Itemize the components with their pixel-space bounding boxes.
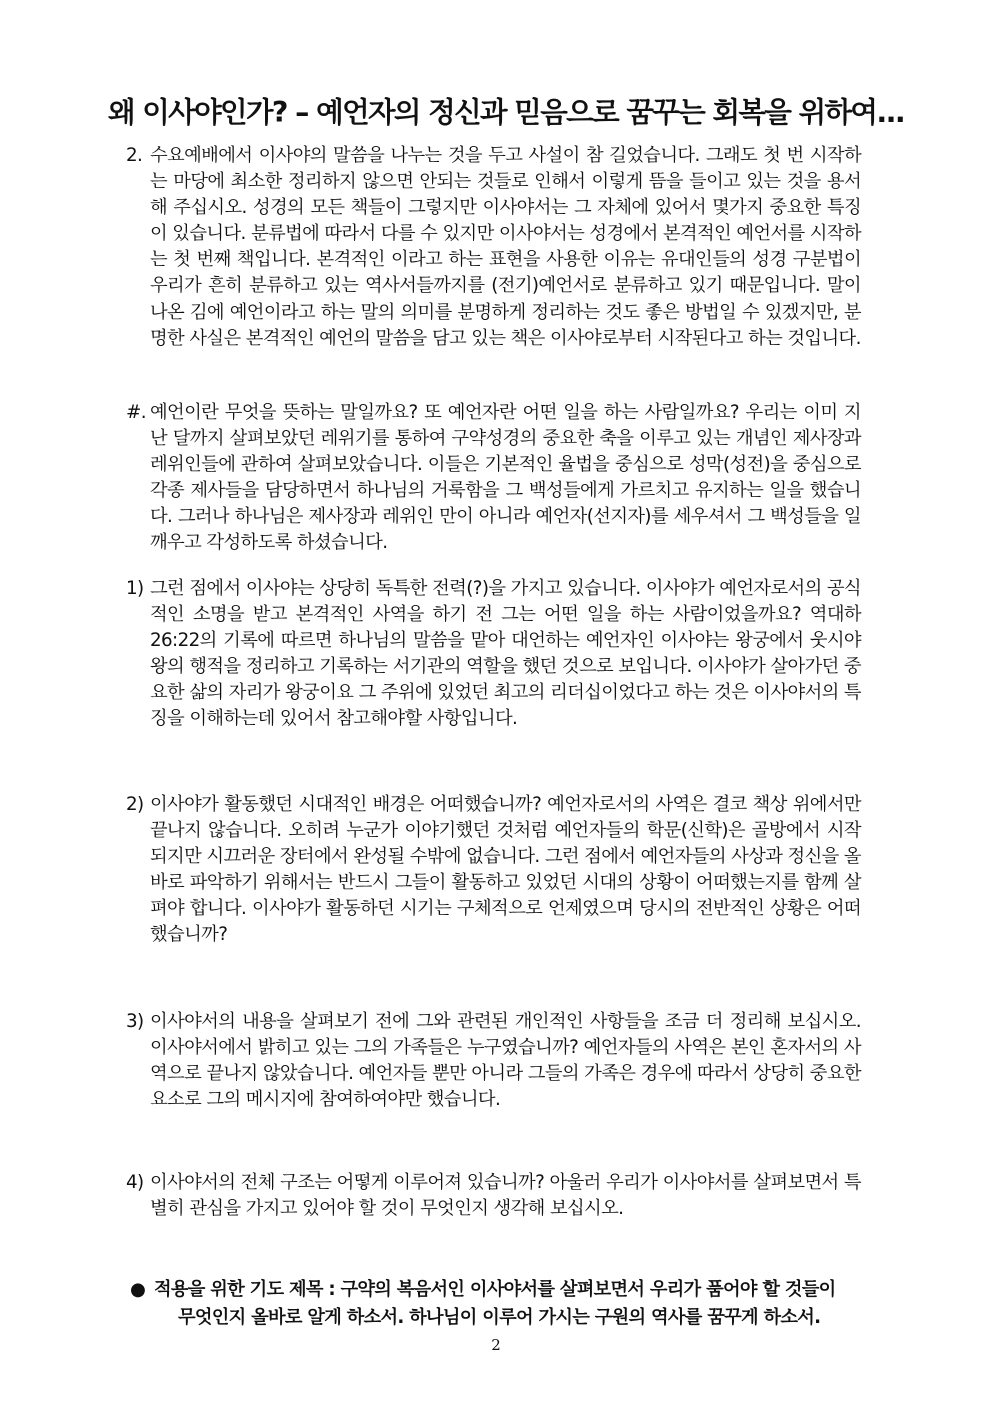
question-1 (126, 576, 861, 733)
question-label: 1) (126, 578, 144, 599)
paragraph-2 (126, 143, 861, 352)
paragraph-label: 2. (126, 145, 143, 166)
prayer-line-2: 무엇인지 올바로 알게 하소서. 하나님이 이루어 가시는 구원의 역사를 꿈꾸게 하소서. (178, 1307, 821, 1328)
bullet-icon: ● (130, 1279, 146, 1300)
question-2 (126, 792, 861, 949)
question-text: 그런 점에서 이사야는 상당히 독특한 전력(?)을 가지고 있습니다. 이사야가 예언자로서의 공식적인 소명을 받고 본격적인 사역을 하기 전 그는 어떤 일을 하는 사람이었을까요? 역대하 26:22의 기록에 따르면 하나님의 말씀을 맡아 대언하는 예언자인 이사야는 왕궁에서 웃시야 왕의 행적을 정리하고 기록하는 서기관의 역할을 했던 것으로 보입니다. 이사야가 살아가던 중요한 삶의 자리가 왕궁이요 그 주위에 있었던 최고의 리더십이었다고 하는 것은 이사야서의 특징을 이해하는데 있어서 참고해야할 사항입니다. (150, 578, 861, 730)
question-4 (126, 1170, 861, 1222)
question-label: 4) (126, 1172, 144, 1193)
prayer-topic (130, 1276, 870, 1332)
question-text: 이사야서의 전체 구조는 어떻게 이루어져 있습니까? 아울러 우리가 이사야서를 살펴보면서 특별히 관심을 가지고 있어야 할 것이 무엇인지 생각해 보십시오. (150, 1172, 861, 1220)
question-text: 이사야서의 내용을 살펴보기 전에 그와 관련된 개인적인 사항들을 조금 더 정리해 보십시오. 이사야서에서 밝히고 있는 그의 가족들은 누구였습니까? 예언자들의 사역은 본인 혼자서의 사역으로 끝나지 않았습니다. 예언자들 뿐만 아니라 그들의 가족은 경우에 따라서 상당히 중요한 요소로 그의 메시지에 참여하여야만 했습니다. (150, 1011, 861, 1111)
question-text: 이사야가 활동했던 시대적인 배경은 어떠했습니까? 예언자로서의 사역은 결코 책상 위에서만 끝나지 않습니다. 오히려 누군가 이야기했던 것처럼 예언자들의 학문(신학)은 골방에서 시작되지만 시끄러운 장터에서 완성될 수밖에 없습니다. 그런 점에서 예언자들의 사상과 정신을 올바로 파악하기 위해서는 반드시 그들이 활동하고 있었던 시대의 상황이 어떠했는지를 함께 살펴야 합니다. 이사야가 활동하던 시기는 구체적으로 언제였으며 당시의 전반적인 상황은 어떠했습니까? (150, 794, 861, 946)
paragraph-hash (126, 400, 861, 557)
paragraph-text: 예언이란 무엇을 뜻하는 말일까요? 또 예언자란 어떤 일을 하는 사람일까요? 우리는 이미 지난 달까지 살펴보았던 레위기를 통하여 구약성경의 중요한 축을 이루고 있는 개념인 제사장과 레위인들에 관하여 살펴보았습니다. 이들은 기본적인 율법을 중심으로 성막(성전)을 중심으로 각종 제사들을 담당하면서 하나님의 거룩함을 그 백성들에게 가르치고 유지하는 일을 했습니다. 그러나 하나님은 제사장과 레위인 만이 아니라 예언자(선지자)를 세우셔서 그 백성들을 일깨우고 각성하도록 하셨습니다. (150, 402, 861, 554)
question-label: 2) (126, 794, 144, 815)
prayer-line-1: 적용을 위한 기도 제목 : 구약의 복음서인 이사야서를 살펴보면서 우리가 품어야 할 것들이 (154, 1279, 836, 1300)
paragraph-label: #. (126, 402, 146, 423)
page-number: 2 (491, 1336, 501, 1354)
page-title: 왜 이사야인가? – 예언자의 정신과 믿음으로 꿈꾸는 회복을 위하여... (108, 96, 905, 129)
question-label: 3) (126, 1011, 144, 1032)
paragraph-text: 수요예배에서 이사야의 말씀을 나누는 것을 두고 사설이 참 길었습니다. 그래도 첫 번 시작하는 마당에 최소한 정리하지 않으면 안되는 것들로 인해서 이렇게 뜸을 들이고 있는 것을 용서해 주십시오. 성경의 모든 책들이 그렇지만 이사야서는 그 자체에 있어서 몇가지 중요한 특징이 있습니다. 분류법에 따라서 다를 수 있지만 이사야서는 성경에서 본격적인 예언서를 시작하는 첫 번째 책입니다. 본격적인 이라고 하는 표현을 사용한 이유는 유대인들의 성경 구분법이 우리가 흔히 분류하고 있는 역사서들까지를 (전기)예언서로 분류하고 있기 때문입니다. 말이 나온 김에 예언이라고 하는 말의 의미를 분명하게 정리하는 것도 좋은 방법일 수 있겠지만, 분명한 사실은 본격적인 예언의 말씀을 담고 있는 책은 이사야로부터 시작된다고 하는 것입니다. (150, 145, 861, 349)
question-3 (126, 1009, 861, 1113)
